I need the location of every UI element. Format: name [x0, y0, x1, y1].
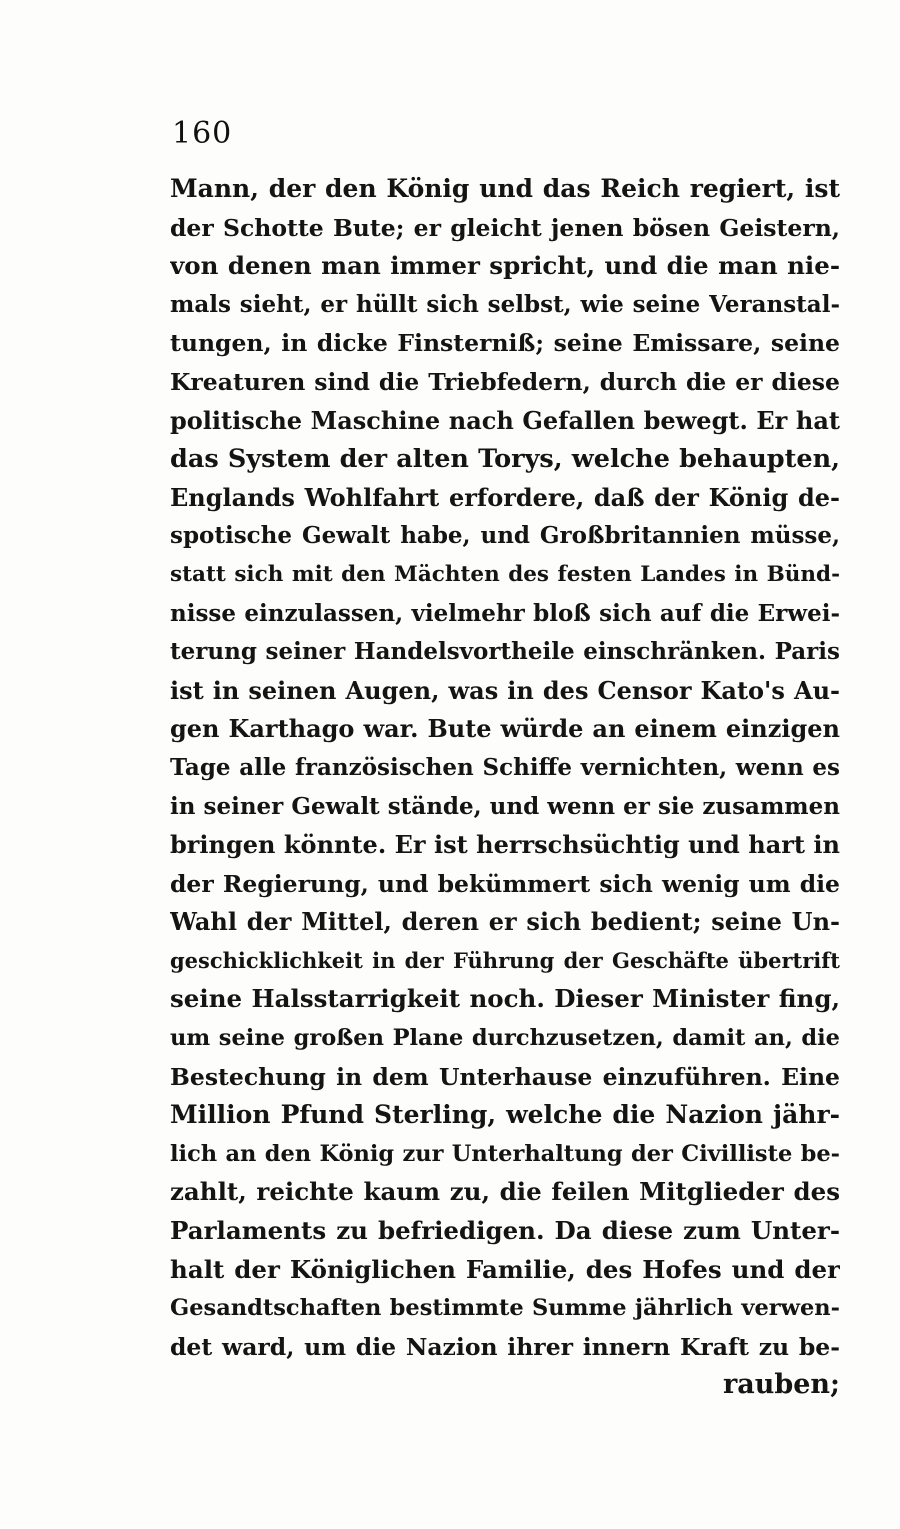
text-line: statt sich mit den Mächten des festen Landes in Bünd- [170, 561, 840, 587]
text-line: halt der Königlichen Familie, des Hofes und der [170, 1254, 840, 1284]
text-line: ist in seinen Augen, was in des Censor Kato's Au- [170, 675, 840, 705]
text-line: Englands Wohlfahrt erfordere, daß der König de- [170, 482, 840, 512]
text-line: bringen könnte. Er ist herrschsüchtig und hart in [170, 830, 840, 860]
text-line: det ward, um die Nazion ihrer innern Kraft zu be- [170, 1332, 840, 1361]
text-line: Kreaturen sind die Triebfedern, durch die er diese [170, 367, 840, 396]
text-line: in seiner Gewalt stände, und wenn er sie zusammen [170, 792, 840, 820]
text-line: mals sieht, er hüllt sich selbst, wie seine Veranstal- [170, 290, 840, 318]
text-line: von denen man immer spricht, und die man nie- [170, 251, 840, 281]
text-line: der Schotte Bute; er gleicht jenen bösen Geistern, [170, 213, 840, 242]
text-line: Tage alle französischen Schiffe vernichten, wenn es [170, 753, 840, 781]
text-line: Wahl der Mittel, deren er sich bedient; seine Un- [170, 907, 840, 937]
text-line: lich an den König zur Unterhaltung der Civilliste be- [170, 1140, 840, 1167]
text-line: Mann, der den König und das Reich regiert, ist [170, 174, 840, 203]
text-line: spotische Gewalt habe, und Großbritannien müsse, [170, 522, 840, 550]
text-line: geschicklichkeit in der Führung der Geschäfte übertrift [170, 947, 840, 973]
text-line: zahlt, reichte kaum zu, die feilen Mitglieder des [170, 1177, 840, 1207]
text-line: um seine großen Plane durchzusetzen, damit an, die [170, 1025, 840, 1052]
text-line: der Regierung, und bekümmert sich wenig um die [170, 869, 840, 898]
text-line: nisse einzulassen, vielmehr bloß sich auf die Erwei- [170, 599, 840, 627]
text-line: politische Maschine nach Gefallen bewegt. Er hat [170, 405, 840, 435]
text-line: seine Halsstarrigkeit noch. Dieser Minister fing, [170, 984, 840, 1014]
body-text [170, 170, 840, 1405]
text-line: Gesandtschaften bestimmte Summe jährlich verwen- [170, 1295, 840, 1322]
catchword: rauben; [722, 1369, 840, 1401]
text-line: Bestechung in dem Unterhause einzuführen. Eine [170, 1062, 840, 1091]
text-line: das System der alten Torys, welche behaupten, [170, 444, 840, 475]
text-line: Million Pfund Sterling, welche die Nazion jähr- [170, 1100, 840, 1130]
text-line: Parlaments zu befriedigen. Da diese zum Unter- [170, 1216, 840, 1246]
text-line: terung seiner Handelsvortheile einschränken. Paris [170, 638, 840, 666]
text-line: tungen, in dicke Finsterniß; seine Emissare, seine [170, 329, 840, 358]
text-line: gen Karthago war. Bute würde an einem einzigen [170, 714, 840, 744]
page-number: 160 [172, 116, 233, 151]
